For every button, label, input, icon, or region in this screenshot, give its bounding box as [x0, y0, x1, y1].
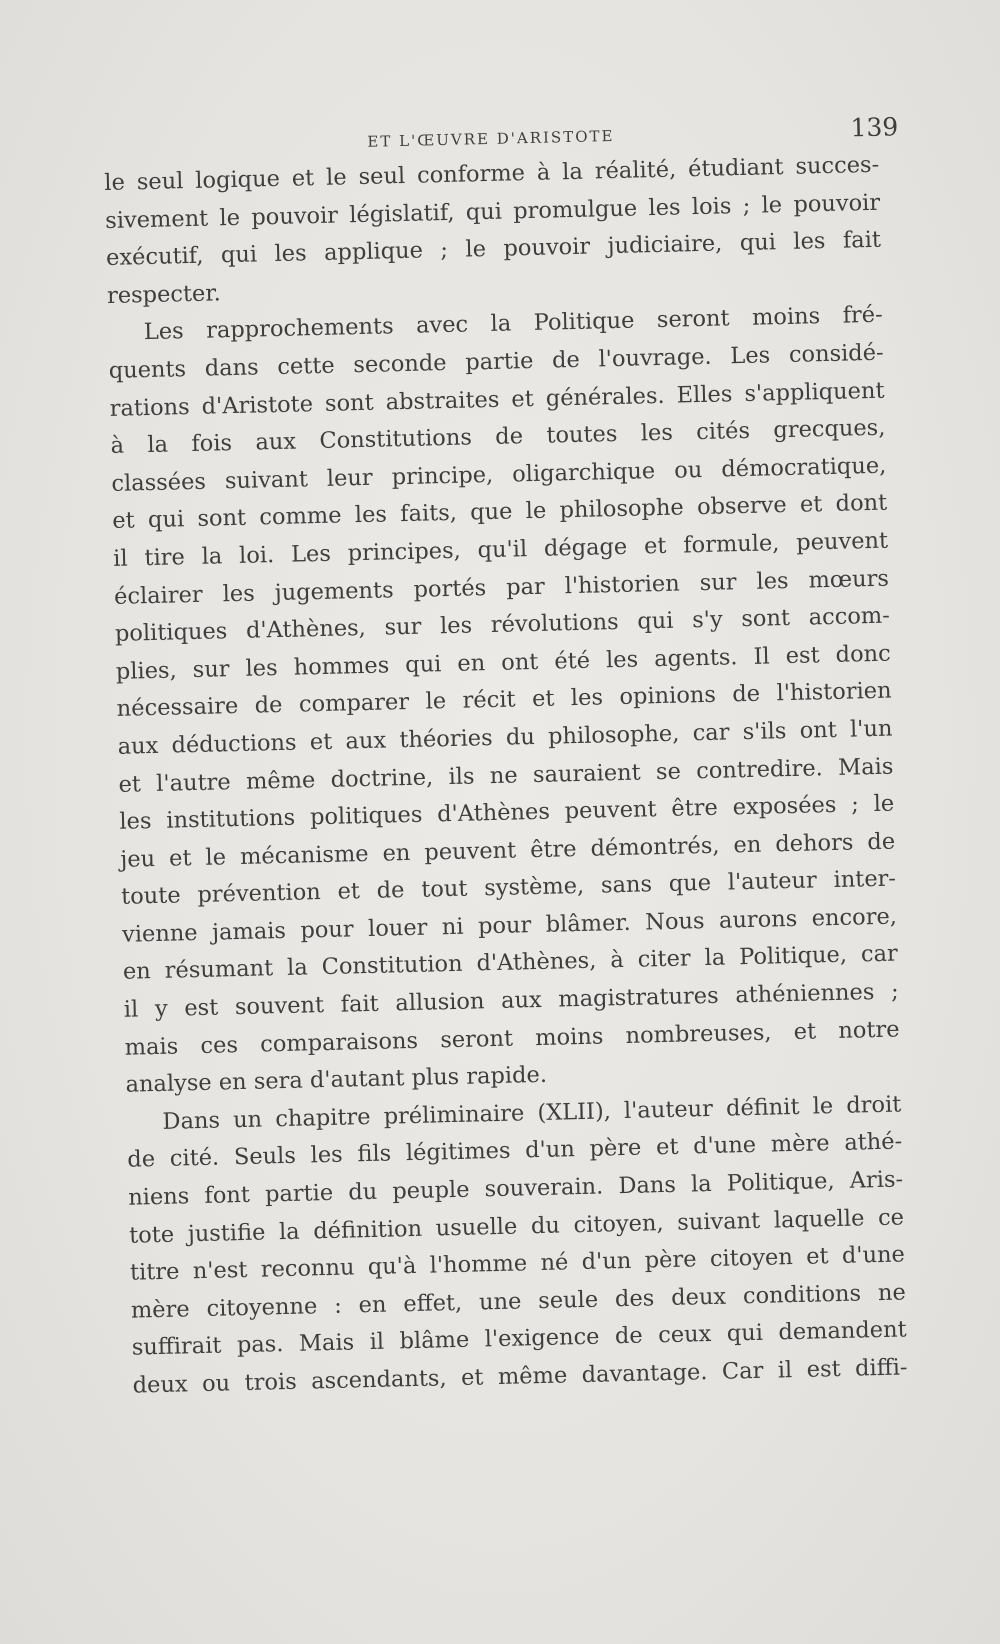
text-line: et l'autre même doctrine, ils ne sauraient se contredire. Mais	[118, 753, 894, 798]
text-line: le seul logique et le seul conforme à la réalité, étudiant succes-	[104, 151, 880, 196]
text-line: et qui sont comme les faits, que le philosophe observe et dont	[112, 489, 888, 535]
text-line: politiques d'Athènes, sur les révolutions qui s'y sont accom-	[114, 602, 891, 647]
text-line: il y est souvent fait allusion aux magistratures athéniennes ;	[123, 978, 899, 1023]
text-line: de cité. Seuls les fils légitimes d'un père et d'une mère athé-	[127, 1128, 903, 1174]
text-line: exécutif, qui les applique ; le pouvoir judiciaire, qui les fait	[105, 226, 882, 272]
text-line: vienne jamais pour louer ni pour blâmer. Nous aurons encore,	[121, 903, 898, 948]
text-line: aux déductions et aux théories du philosophe, car s'ils ont l'un	[117, 715, 893, 760]
text-line: rations d'Aristote sont abstraites et générales. Elles s'appliquent	[109, 377, 885, 422]
text-line: suffirait pas. Mais il blâme l'exigence de ceux qui demandent	[131, 1316, 907, 1362]
text-block	[103, 107, 908, 1405]
text-line: mais ces comparaisons seront moins nombreuses, et notre	[124, 1016, 900, 1061]
text-line: les institutions politiques d'Athènes peuvent être exposées ; le	[119, 790, 895, 835]
text-line: deux ou trois ascendants, et même davantage. Car il est diffi-	[132, 1354, 908, 1399]
text-line: en résumant la Constitution d'Athènes, à citer la Politique, car	[122, 940, 899, 986]
text-line: toute prévention et de tout système, sans que l'auteur inter-	[120, 865, 897, 911]
text-line: à la fois aux Constitutions de toutes les cités grecques,	[110, 414, 886, 460]
text-line: nécessaire de comparer le récit et les opinions de l'historien	[116, 677, 892, 723]
text-line: il tire la loi. Les principes, qu'il dégage et formule, peuvent	[112, 527, 889, 572]
text-line: respecter.	[106, 280, 222, 309]
text-line: jeu et le mécanisme en peuvent être démontrés, en dehors de	[120, 828, 896, 873]
text-line: analyse en sera d'autant plus rapide.	[125, 1062, 548, 1098]
page-number: 139	[850, 112, 899, 143]
text-line: tote justifie la définition usuelle du citoyen, suivant laquelle ce	[128, 1204, 905, 1249]
text-line: quents dans cette seconde partie de l'ouvrage. Les considé-	[108, 339, 884, 384]
text-line: éclairer les jugements portés par l'historien sur les mœurs	[113, 565, 890, 610]
text-line: sivement le pouvoir législatif, qui promulgue les lois ; le pouvoir	[104, 189, 881, 234]
text-line: niens font partie du peuple souverain. Dans la Politique, Aris-	[127, 1166, 904, 1211]
text-line: Dans un chapitre préliminaire (XLII), l'auteur définit le droit	[162, 1091, 902, 1135]
text-line: classées suivant leur principe, oligarchique ou démocratique,	[111, 452, 887, 497]
text-line: plies, sur les hommes qui en ont été les agents. Il est donc	[115, 640, 891, 685]
text-line: titre n'est reconnu qu'à l'homme né d'un père citoyen et d'une	[129, 1241, 906, 1286]
text-line: Les rapprochements avec la Politique seront moins fré-	[143, 302, 884, 346]
text-line: mère citoyenne : en effet, une seule des deux conditions ne	[130, 1279, 907, 1324]
running-head: ET L'ŒUVRE D'ARISTOTE	[367, 126, 615, 151]
